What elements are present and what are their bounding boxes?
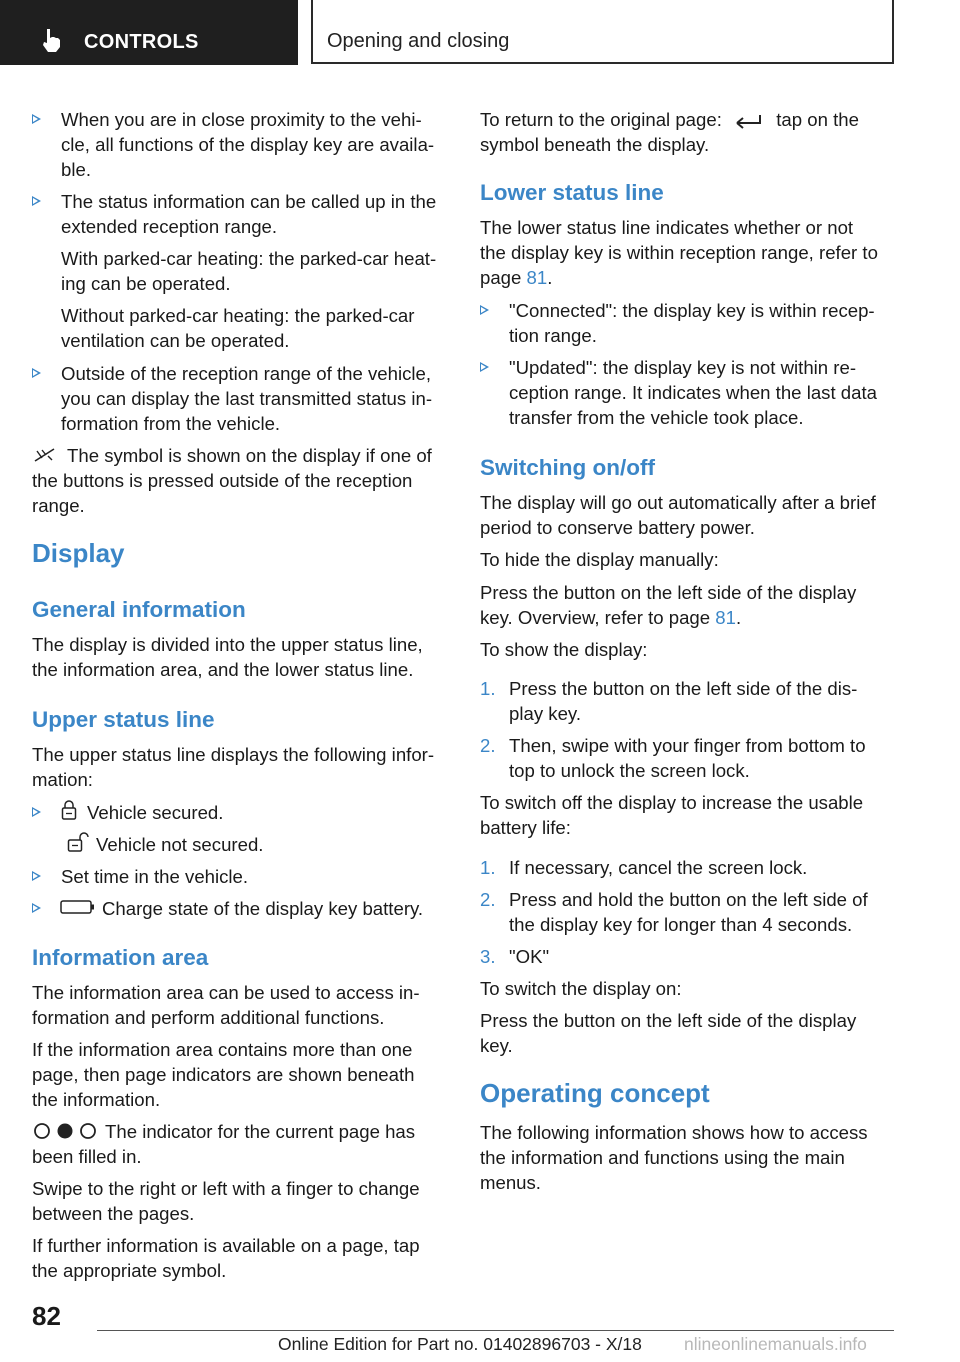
text-line: ble. <box>61 159 91 180</box>
text-line: range. <box>32 495 85 516</box>
general-text <box>32 632 452 682</box>
lock-closed-icon <box>60 799 78 821</box>
upper-text <box>32 742 452 792</box>
text-line: top to unlock the screen lock. <box>509 760 750 781</box>
text-line: the display key for longer than 4 seconds. <box>509 914 853 935</box>
text-line: symbol beneath the display. <box>480 134 710 155</box>
return-text <box>480 107 892 157</box>
text-line: formation from the vehicle. <box>61 413 281 434</box>
bullet-marker <box>32 871 41 881</box>
watermark: nlineonlinemanuals.info <box>684 1334 867 1354</box>
bullet-marker <box>32 196 41 206</box>
text-line: When you are in close proximity to the vehi- <box>61 109 422 130</box>
page-number: 82 <box>32 1301 61 1331</box>
text-line: Press and hold the button on the left side of <box>509 889 868 910</box>
info-text-2 <box>32 1037 452 1112</box>
switch-off-text <box>480 790 892 840</box>
page-link-81[interactable]: 81 <box>526 267 548 288</box>
swipe-text <box>32 1176 452 1226</box>
text-line: period to conserve battery power. <box>480 517 755 538</box>
symbol-note <box>32 443 452 518</box>
text-line: The information area can be used to access in- <box>32 982 420 1003</box>
text-line: Outside of the reception range of the vehicle, <box>61 363 432 384</box>
section-label: CONTROLS <box>84 31 199 53</box>
further-text <box>32 1233 452 1283</box>
switch-on-press <box>480 1008 892 1058</box>
text-line: ception range. It indicates when the last data <box>509 382 877 403</box>
text-fragment: tap on the <box>776 109 859 130</box>
text-line: extended reception range. <box>61 216 278 237</box>
heading-upper-status-line: Upper status line <box>32 707 215 732</box>
text-fragment: . <box>547 267 553 288</box>
bullet-marker <box>32 114 41 124</box>
step-number: 2. <box>480 735 496 756</box>
text-line: been filled in. <box>32 1146 142 1167</box>
text-vehicle-secured: Vehicle secured. <box>87 802 224 823</box>
text-line: the information. <box>32 1089 161 1110</box>
heading-display: Display <box>32 538 125 568</box>
text-line: formation and perform additional functions. <box>32 1007 385 1028</box>
text-line: If the information area contains more than one <box>32 1039 413 1060</box>
text-line: key. <box>480 1035 513 1056</box>
text-line: Swipe to the right or left with a finger to change <box>32 1178 420 1199</box>
press-left-text <box>480 580 892 630</box>
text-line: Press the button on the left side of the display <box>480 1010 857 1031</box>
text-line: tion range. <box>509 325 597 346</box>
text-line: If necessary, cancel the screen lock. <box>509 857 808 878</box>
text-line: Press the button on the left side of the dis- <box>509 678 858 699</box>
text-line: With parked-car heating: the parked-car heat- <box>61 248 437 269</box>
text-fragment: To return to the original page: <box>480 109 722 130</box>
text-line: Set time in the vehicle. <box>61 866 249 887</box>
step-number: 1. <box>480 678 496 699</box>
text-line: mation: <box>32 769 93 790</box>
text-line: The lower status line indicates whether or not <box>480 217 854 238</box>
heading-information-area: Information area <box>32 945 209 970</box>
heading-general-information: General information <box>32 597 246 622</box>
back-arrow-icon <box>735 111 763 129</box>
text-line: "OK" <box>509 946 550 967</box>
bullet-marker <box>480 305 489 315</box>
text-line: ventilation can be operated. <box>61 330 290 351</box>
text-line: the information and functions using the main <box>480 1147 845 1168</box>
show-text: To show the display: <box>480 639 648 660</box>
text-line: The indicator for the current page has <box>105 1121 416 1142</box>
text-line: "Updated": the display key is not within re- <box>509 357 857 378</box>
footer-rule <box>97 1330 894 1331</box>
text-line: Press the button on the left side of the display <box>480 582 857 603</box>
text-line: The display will go out automatically after a brief <box>480 492 876 513</box>
text-line: The status information can be called up in the <box>61 191 437 212</box>
heading-operating-concept: Operating concept <box>480 1078 710 1108</box>
text-line: the display key is within reception range, refer to <box>480 242 878 263</box>
switch-text <box>480 490 892 540</box>
step-number: 3. <box>480 946 496 967</box>
hand-pointer-icon <box>38 26 66 54</box>
text-line: Then, swipe with your finger from bottom to <box>509 735 866 756</box>
bullet-marker <box>32 807 41 817</box>
text-fragment: . <box>735 607 742 628</box>
step-number: 2. <box>480 889 496 910</box>
text-line: Without parked-car heating: the parked-car <box>61 305 415 326</box>
chapter-label: Opening and closing <box>327 30 510 52</box>
bullet-marker <box>32 368 41 378</box>
text-line: battery life: <box>480 817 571 838</box>
lower-text <box>480 215 892 290</box>
bullet-marker <box>32 903 41 913</box>
text-line: cle, all functions of the display key are availa- <box>61 134 435 155</box>
page-link-81[interactable]: 81 <box>715 607 736 628</box>
text-charge-state: Charge state of the display key battery. <box>102 898 424 919</box>
info-text-1 <box>32 980 452 1030</box>
edition-text: Online Edition for Part no. 01402896703 - X/18 <box>278 1334 642 1354</box>
text-line: menus. <box>480 1172 541 1193</box>
lock-open-icon <box>67 831 89 853</box>
indicator-text <box>32 1119 452 1169</box>
text-line: To switch off the display to increase the usable <box>480 792 864 813</box>
text-line: The following information shows how to access <box>480 1122 868 1143</box>
hide-text: To hide the display manually: <box>480 549 719 570</box>
text-line: The symbol is shown on the display if one of <box>67 445 432 466</box>
text-line: you can display the last transmitted status in- <box>61 388 433 409</box>
text-line: transfer from the vehicle took place. <box>509 407 804 428</box>
text-vehicle-not-secured: Vehicle not secured. <box>96 834 264 855</box>
heading-switching-on-off: Switching on/off <box>480 455 655 480</box>
step-number: 1. <box>480 857 496 878</box>
chapter-header <box>311 0 894 64</box>
text-line: the buttons is pressed outside of the reception <box>32 470 413 491</box>
text-fragment: page <box>480 267 522 288</box>
text-line: between the pages. <box>32 1203 195 1224</box>
text-line: If further information is available on a page, tap <box>32 1235 420 1256</box>
text-line: the information area, and the lower status line. <box>32 659 414 680</box>
text-fragment: key. Overview, refer to page <box>480 607 711 628</box>
switch-on-text: To switch the display on: <box>480 978 682 999</box>
text-line: "Connected": the display key is within recep- <box>509 300 875 321</box>
text-line: The upper status line displays the following infor- <box>32 744 435 765</box>
text-line: The display is divided into the upper status line, <box>32 634 423 655</box>
concept-text <box>480 1120 892 1195</box>
bullet-marker <box>480 362 489 372</box>
heading-lower-status-line: Lower status line <box>480 180 664 205</box>
text-line: play key. <box>509 703 581 724</box>
section-tab <box>0 0 298 65</box>
text-line: ing can be operated. <box>61 273 231 294</box>
battery-icon <box>60 899 96 915</box>
text-line: the appropriate symbol. <box>32 1260 227 1281</box>
text-line: page, then page indicators are shown beneath <box>32 1064 415 1085</box>
